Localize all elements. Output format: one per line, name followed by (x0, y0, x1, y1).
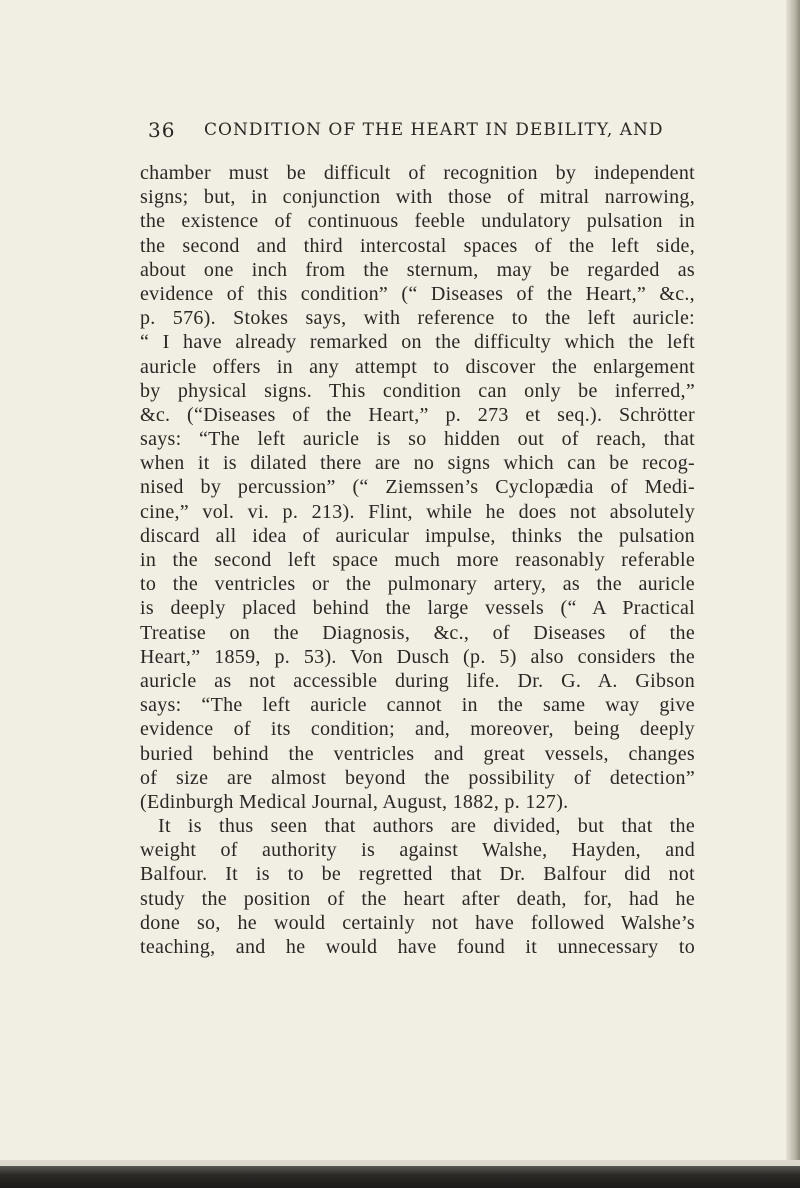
text-line: teaching, and he would have found it unnecessary to (140, 936, 695, 958)
text-line: the existence of continuous feeble undulatory pulsation in (140, 210, 695, 233)
text-line: “ I have already remarked on the difficulty which the left (140, 331, 695, 354)
text-line: evidence of its condition; and, moreover, being deeply (140, 718, 695, 741)
text-line: Heart,” 1859, p. 53). Von Dusch (p. 5) also considers the (140, 645, 695, 668)
body-text (140, 161, 695, 959)
scan-bottom-border (0, 1166, 800, 1188)
text-line: done so, he would certainly not have followed Walshe’s (140, 911, 695, 934)
text-line: buried behind the ventricles and great vessels, changes (140, 742, 695, 765)
text-line: It is thus seen that authors are divided, but that the (158, 815, 695, 838)
page-edge-shadow (786, 0, 800, 1188)
text-line: Balfour. It is to be regretted that Dr. Balfour did not (140, 863, 695, 886)
page-header (150, 118, 695, 148)
text-line: Treatise on the Diagnosis, &c., of Diseases of the (140, 621, 695, 644)
text-line: says: “The left auricle cannot in the same way give (140, 694, 695, 717)
text-line: auricle as not accessible during life. Dr. G. A. Gibson (140, 669, 695, 692)
text-line: about one inch from the sternum, may be regarded as (140, 258, 695, 281)
running-head: CONDITION OF THE HEART IN DEBILITY, AND (204, 120, 664, 140)
text-line: weight of authority is against Walshe, Hayden, and (140, 839, 695, 862)
text-line: cine,” vol. vi. p. 213). Flint, while he does not absolutely (140, 500, 695, 523)
text-line: in the second left space much more reasonably referable (140, 549, 695, 571)
text-line: p. 576). Stokes says, with reference to the left auricle: (140, 307, 695, 330)
text-line: &c. (“Diseases of the Heart,” p. 273 et seq.). Schrötter (140, 403, 695, 426)
text-line: when it is dilated there are no signs which can be recog- (140, 452, 695, 475)
page-number: 36 (148, 118, 176, 142)
text-line: chamber must be difficult of recognition by independent (140, 162, 695, 184)
text-line: to the ventricles or the pulmonary artery, as the auricle (140, 573, 695, 596)
text-line: (Edinburgh Medical Journal, August, 1882, p. 127). (140, 790, 569, 813)
text-line: study the position of the heart after death, for, had he (140, 887, 695, 910)
text-line: is deeply placed behind the large vessels (“ A Practical (140, 597, 695, 620)
text-line: signs; but, in conjunction with those of mitral narrowing, (140, 186, 695, 209)
text-line: auricle offers in any attempt to discover the enlargement (140, 355, 695, 378)
text-line: of size are almost beyond the possibility of detection” (140, 766, 695, 789)
text-line: nised by percussion” (“ Ziemssen’s Cyclopædia of Medi- (140, 476, 695, 499)
text-line: by physical signs. This condition can only be inferred,” (140, 379, 695, 402)
text-line: the second and third intercostal spaces of the left side, (140, 234, 695, 257)
text-line: discard all idea of auricular impulse, thinks the pulsation (140, 524, 695, 547)
text-line: evidence of this condition” (“ Diseases of the Heart,” &c., (140, 282, 695, 305)
text-line: says: “The left auricle is so hidden out of reach, that (140, 428, 695, 451)
